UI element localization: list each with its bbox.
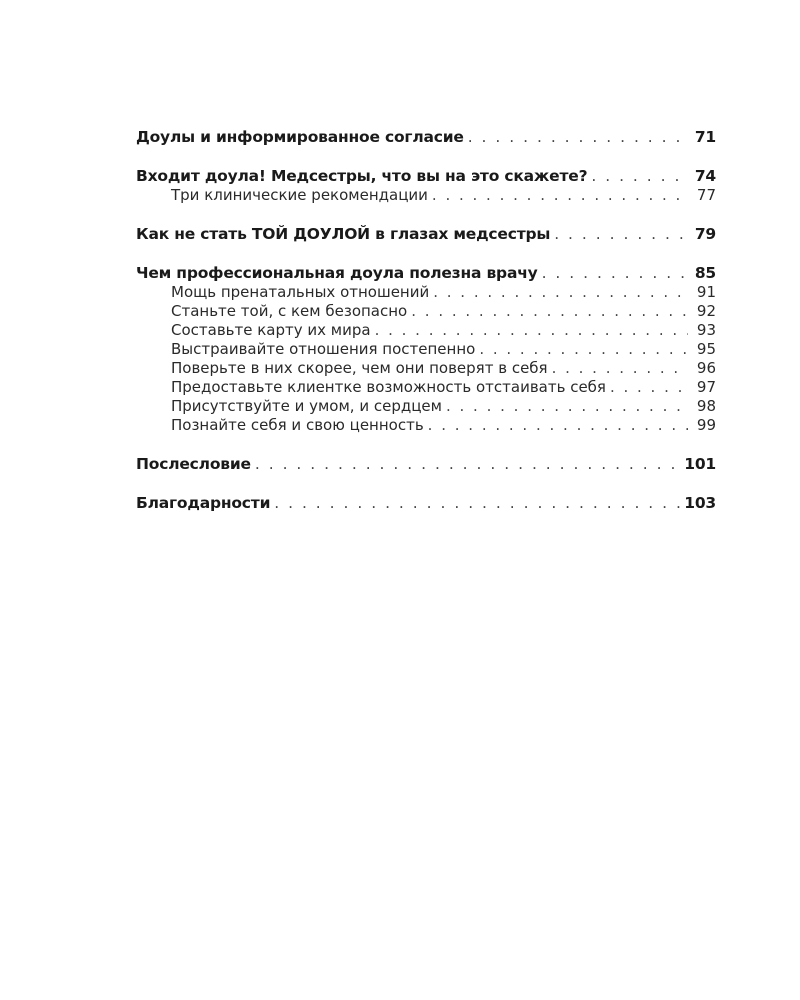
- toc-entry-title: Благодарности: [136, 494, 271, 512]
- toc-entry-page: 91: [696, 283, 716, 301]
- toc-entry[interactable]: [136, 128, 716, 147]
- toc-entry-title: Присутствуйте и умом, и сердцем: [171, 397, 442, 415]
- toc-entry[interactable]: [136, 455, 716, 474]
- toc-subentry[interactable]: [136, 340, 716, 359]
- toc-entry-page: 98: [696, 397, 716, 415]
- table-of-contents: [136, 128, 716, 513]
- toc-entry-title: Как не стать ТОЙ ДОУЛОЙ в глазах медсестры: [136, 225, 551, 243]
- toc-entry[interactable]: [136, 167, 716, 186]
- dot-leader: [432, 186, 688, 205]
- dot-leader: [446, 397, 688, 416]
- toc-entry-page: 77: [696, 186, 716, 204]
- toc-entry-page: 79: [694, 225, 716, 243]
- dot-leader: [610, 378, 688, 397]
- dot-leader: [274, 494, 680, 513]
- toc-entry-title: Послесловие: [136, 455, 251, 473]
- dot-leader: [554, 225, 688, 244]
- toc-entry-page: 85: [694, 264, 716, 282]
- toc-entry-page: 103: [684, 494, 716, 512]
- toc-entry-title: Поверьте в них скорее, чем они поверят в себя: [171, 359, 548, 377]
- toc-entry-title: Три клинические рекомендации: [171, 186, 428, 204]
- toc-subentry[interactable]: [136, 397, 716, 416]
- toc-entry-title: Предоставьте клиентке возможность отстаивать себя: [171, 378, 606, 396]
- toc-entry[interactable]: [136, 225, 716, 244]
- toc-entry-title: Выстраивайте отношения постепенно: [171, 340, 476, 358]
- toc-entry-title: Чем профессиональная доула полезна врачу: [136, 264, 538, 282]
- toc-subentry[interactable]: [136, 186, 716, 205]
- toc-entry-page: 95: [696, 340, 716, 358]
- toc-subentry[interactable]: [136, 416, 716, 435]
- toc-entry-page: 96: [696, 359, 716, 377]
- toc-subentry[interactable]: [136, 359, 716, 378]
- toc-entry-page: 101: [684, 455, 716, 473]
- toc-subentry[interactable]: [136, 283, 716, 302]
- toc-entry[interactable]: [136, 264, 716, 283]
- toc-entry-title: Составьте карту их мира: [171, 321, 371, 339]
- toc-entry-page: 93: [696, 321, 716, 339]
- toc-entry-page: 71: [694, 128, 716, 146]
- dot-leader: [468, 128, 688, 147]
- toc-entry-page: 97: [696, 378, 716, 396]
- toc-entry-title: Мощь пренатальных отношений: [171, 283, 430, 301]
- toc-entry-page: 99: [696, 416, 716, 434]
- toc-entry-title: Познайте себя и свою ценность: [171, 416, 424, 434]
- dot-leader: [542, 264, 688, 283]
- toc-entry-title: Доулы и информированное согласие: [136, 128, 464, 146]
- dot-leader: [591, 167, 688, 186]
- toc-entry-page: 92: [696, 302, 716, 320]
- dot-leader: [375, 321, 688, 340]
- toc-subentry[interactable]: [136, 321, 716, 340]
- toc-entry-page: 74: [694, 167, 716, 185]
- dot-leader: [433, 283, 688, 302]
- dot-leader: [411, 302, 688, 321]
- toc-subentry[interactable]: [136, 302, 716, 321]
- toc-subentry[interactable]: [136, 378, 716, 397]
- dot-leader: [428, 416, 688, 435]
- dot-leader: [479, 340, 688, 359]
- toc-entry[interactable]: [136, 494, 716, 513]
- toc-entry-title: Станьте той, с кем безопасно: [171, 302, 408, 320]
- dot-leader: [552, 359, 688, 378]
- toc-entry-title: Входит доула! Медсестры, что вы на это скажете?: [136, 167, 588, 185]
- dot-leader: [255, 455, 680, 474]
